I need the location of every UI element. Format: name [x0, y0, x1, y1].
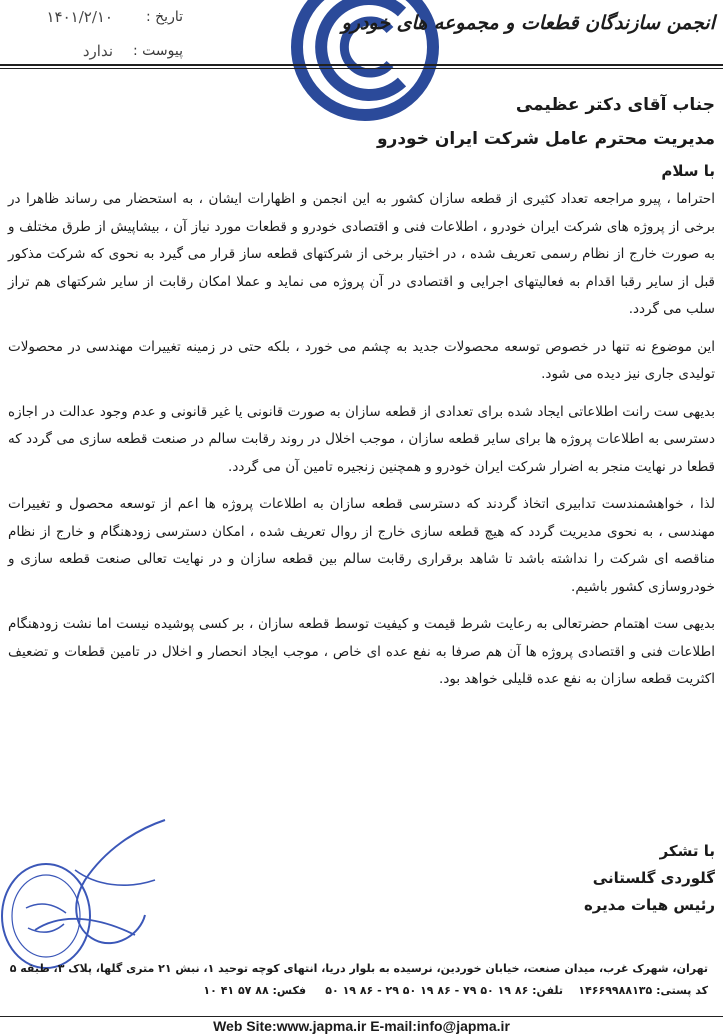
letter-body [8, 90, 715, 694]
footer-contacts [8, 980, 708, 1002]
phone-value: ۸۶ ۱۹ ۵۰ ۷۹ - ۸۶ ۱۹ ۵۰ ۲۹ - ۸۶ ۱۹ ۵۰ [325, 984, 529, 997]
footer-address: تهران، شهرک غرب، میدان صنعت، خیابان خوردین، نرسیده به بلوار دریا، انتهای کوچه توحید ۱، نبش ۲۱ متری گلها، پلاک ۳، طبقه ۵ [9, 962, 708, 975]
organization-title: انجمن سازندگان قطعات و مجموعه های خودرو [341, 12, 715, 34]
footer-web-email[interactable]: Web Site:www.japma.ir E-mail:info@japma.ir [213, 1018, 510, 1034]
date-value: ۱۴۰۱/۲/۱۰ [46, 8, 113, 26]
header-divider-thin [0, 68, 723, 69]
recipient-name: جناب آقای دکتر عظیمی [515, 95, 715, 115]
letter-meta [8, 0, 183, 68]
closing-block [495, 838, 715, 919]
fax-value: ۸۸ ۵۷ ۴۱ ۱۰ [203, 984, 269, 997]
signatory-title: رئیس هیات مدیره [583, 896, 715, 914]
handwritten-signature [15, 810, 185, 960]
header-divider [0, 64, 723, 66]
fax-label: فکس: [272, 984, 307, 997]
closing-regards: با تشکر [659, 842, 715, 860]
postal-label: کد پستی: [656, 984, 708, 997]
attachment-value: ندارد [82, 42, 113, 60]
paragraph: بدیهی ست اهتمام حضرتعالی به رعایت شرط قیمت و کیفیت توسط قطعه سازان ، بر کسی پوشیده نیست اما نشت زودهنگام اطلاعات فنی و اقتصادی پروژه ها آن هم صرفا به نفع عده ای خاص ، موجب ایجاد انحصار و اخلال در تامین قطعات و تضعیف اکثریت قطعه سازان به نفع عده قلیلی خواهد بود. [8, 616, 715, 687]
footer-divider [0, 1016, 723, 1017]
paragraph: این موضوع نه تنها در خصوص توسعه محصولات جدید به چشم می خورد ، بلکه حتی در زمینه تغییرات مهندسی در محصولات تولیدی جاری نیز دیده می شود. [8, 338, 715, 382]
signatory-name: گلوردی گلستانی [592, 869, 715, 887]
letter-footer [8, 958, 708, 1002]
date-label: تاریخ : [145, 9, 183, 25]
attachment-row [8, 34, 183, 68]
paragraph: بدیهی ست رانت اطلاعاتی ایجاد شده برای تعدادی از قطعه سازان به صورت قانونی یا غیر قانونی و عدم وجود عدالت در اجازه دسترسی به اطلاعات پروژه ها برای سایر قطعه سازان ، موجب اخلال در روند رقابت سالم در صنعت قطعه سازی می گردد که قطعا در نهایت منجر به اضرار شرکت ایران خودرو و همچنین زنجیره تامین آن می گردد. [8, 403, 715, 475]
paragraph: احتراما ، پیرو مراجعه تعداد کثیری از قطعه سازان کشور به این انجمن و اظهارات ایشان ، به استحضار می رساند ظاهرا در برخی از پروژه های شرکت ایران خودرو ، اطلاعات فنی و اقتصادی خودرو و قطعات مورد نیاز آن ، بیشاپیش از طرق مختلف و به صورت خارج از نظام رسمی تعریف شده ، در اختیار برخی از شرکتهای قطعه ساز قرار می گیرد به نحوی که شرکت مذکور قبل از سایر رقبا اقدام به فعالیتهای اجرایی و اقتصادی در آن پروژه می نماید و عملا امکان رقابت از سایر شرکتهای هم تراز سلب می گردد. [8, 191, 715, 317]
attachment-label: پیوست : [133, 43, 183, 59]
recipient-title: مدیریت محترم عامل شرکت ایران خودرو [376, 129, 715, 149]
postal-value: ۱۴۶۶۹۹۸۸۱۳۵ [578, 984, 653, 997]
paragraph: لذا ، خواهشمندست تدابیری اتخاذ گردند که دسترسی قطعه سازان به اطلاعات پروژه ها اعم از توسعه محصول و تغییرات مهندسی ، به نحوی مدیریت گردد که هیچ قطعه سازی خارج از روال تعریف شده ، امکان دسترسی زودهنگام و خارج از نظام مناقصه ای شرکت را نداشته باشد تا شاهد برقراری رقابت سالم بین قطعه سازان و در نهایت تعالی صنعت قطعه سازی و خودروسازی کشور باشیم. [8, 496, 715, 595]
date-row [8, 0, 183, 34]
letterhead [0, 0, 723, 75]
greeting: با سلام [661, 162, 715, 180]
phone-label: تلفن: [532, 984, 563, 997]
